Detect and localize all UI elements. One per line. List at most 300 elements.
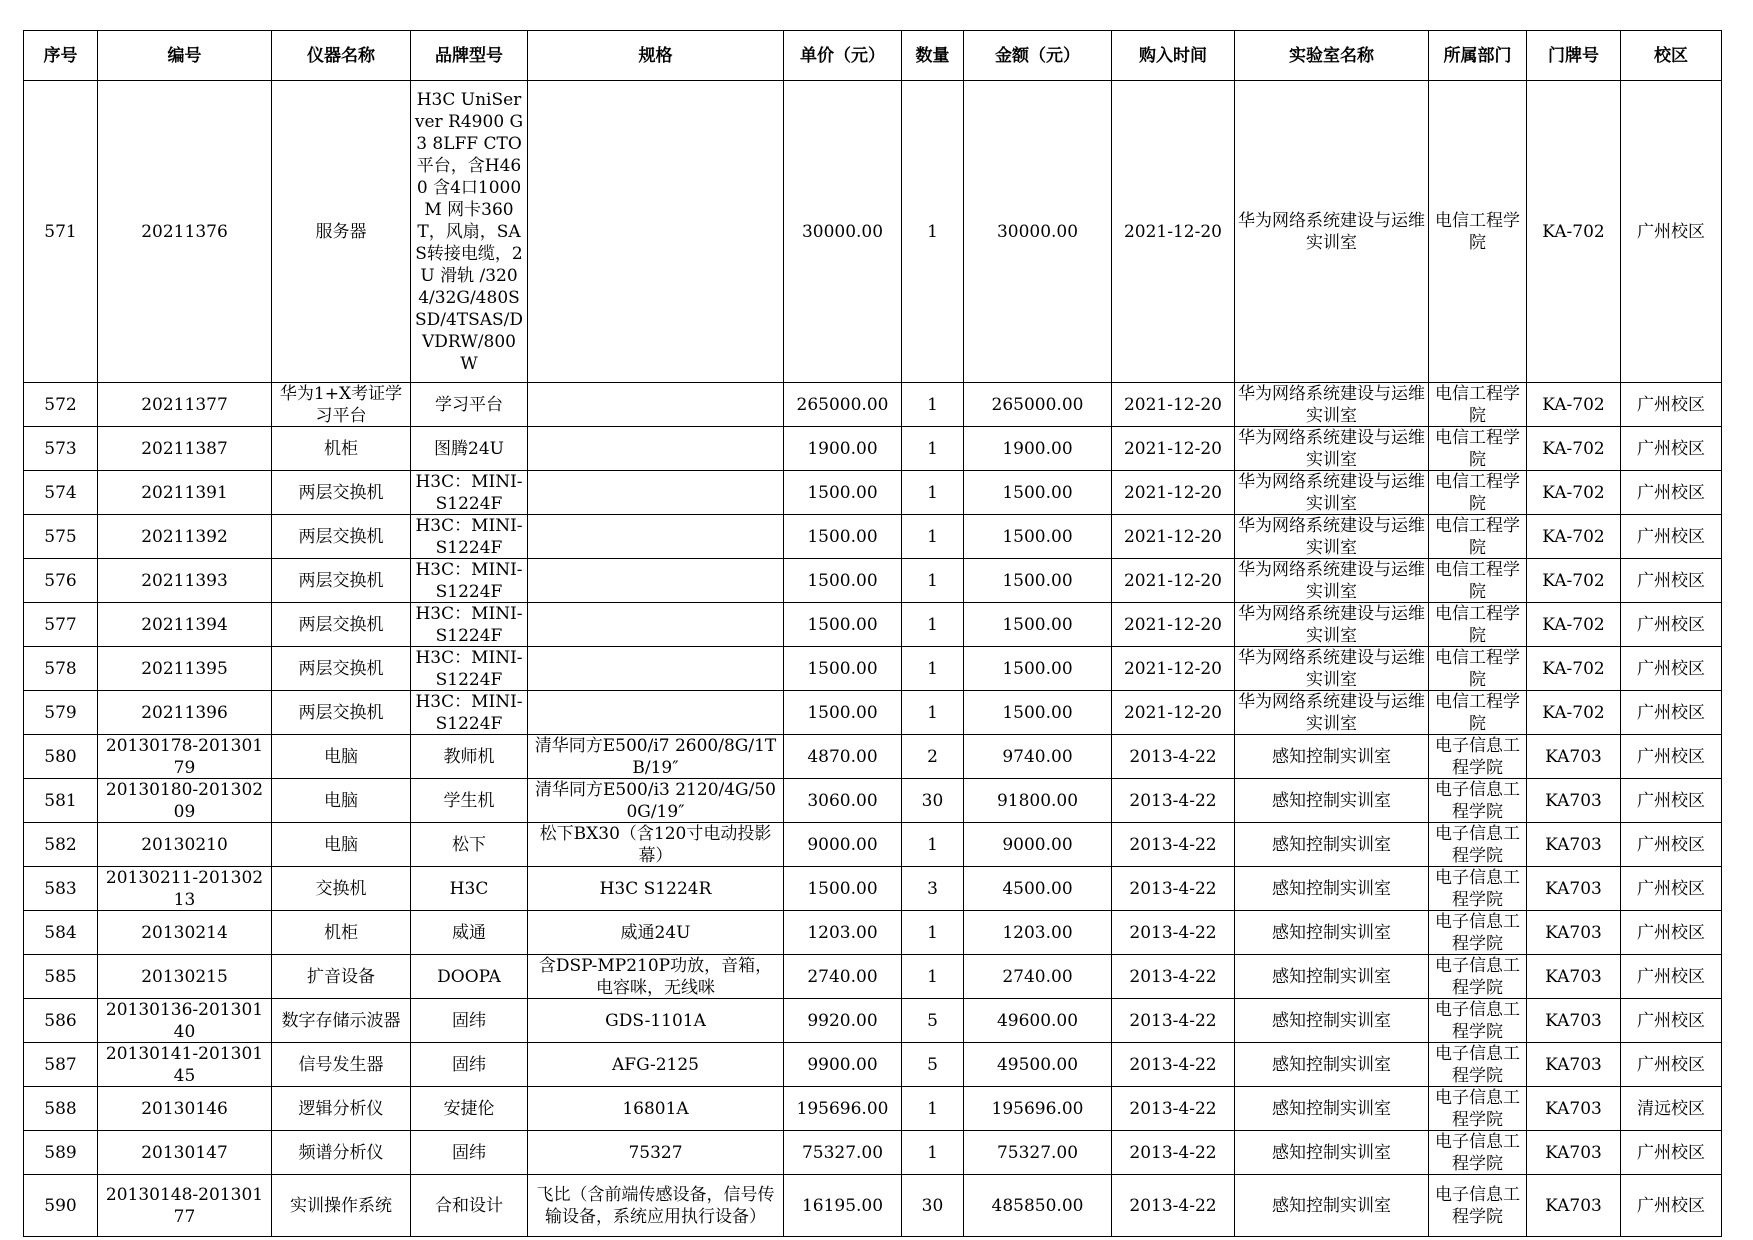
cell-seq bbox=[24, 383, 98, 427]
cell-seq bbox=[24, 867, 98, 911]
cell-spec bbox=[528, 603, 784, 647]
cell-price-text: 30000.00 bbox=[801, 221, 884, 242]
cell-campus-text: 广州校区 bbox=[1637, 221, 1705, 242]
cell-dept-text: 电子信息工程学院 bbox=[1435, 1000, 1520, 1042]
cell-room-text: KA-702 bbox=[1542, 482, 1605, 503]
cell-code bbox=[98, 427, 272, 471]
table-row bbox=[24, 427, 1722, 471]
cell-price-text: 9000.00 bbox=[807, 834, 878, 855]
cell-dept-text: 电子信息工程学院 bbox=[1435, 1044, 1520, 1086]
cell-amount bbox=[964, 81, 1112, 383]
cell-amount bbox=[964, 911, 1112, 955]
cell-date-text: 2021-12-20 bbox=[1123, 482, 1222, 503]
cell-campus-text: 广州校区 bbox=[1637, 1195, 1705, 1216]
cell-campus bbox=[1621, 999, 1722, 1043]
cell-price-text: 9920.00 bbox=[807, 1010, 878, 1031]
cell-amount bbox=[964, 1087, 1112, 1131]
cell-amount-text: 49600.00 bbox=[996, 1010, 1079, 1031]
cell-room bbox=[1527, 691, 1621, 735]
cell-qty-text: 3 bbox=[927, 878, 938, 899]
equipment-table bbox=[23, 30, 1722, 1237]
cell-name-text: 两层交换机 bbox=[298, 570, 384, 591]
cell-lab-text: 感知控制实训室 bbox=[1272, 1195, 1391, 1216]
cell-lab bbox=[1235, 691, 1429, 735]
cell-amount bbox=[964, 691, 1112, 735]
header-room: 门牌号 bbox=[1527, 31, 1621, 81]
cell-price bbox=[784, 1131, 902, 1175]
cell-spec-text: 威通24U bbox=[620, 922, 691, 943]
cell-seq-text: 585 bbox=[44, 966, 77, 987]
cell-spec-text: 清华同方E500/i7 2600/8G/1TB/19″ bbox=[534, 736, 777, 778]
cell-campus bbox=[1621, 471, 1722, 515]
cell-campus bbox=[1621, 383, 1722, 427]
cell-seq-text: 572 bbox=[44, 394, 77, 415]
cell-price bbox=[784, 471, 902, 515]
cell-amount bbox=[964, 955, 1112, 999]
cell-price-text: 3060.00 bbox=[807, 790, 878, 811]
cell-amount bbox=[964, 559, 1112, 603]
cell-dept-text: 电信工程学院 bbox=[1435, 604, 1520, 646]
cell-code bbox=[98, 955, 272, 999]
header-date: 购入时间 bbox=[1112, 31, 1235, 81]
cell-campus-text: 广州校区 bbox=[1637, 570, 1705, 591]
cell-name bbox=[272, 471, 411, 515]
cell-code-text: 20211392 bbox=[141, 526, 228, 547]
cell-qty bbox=[902, 1043, 964, 1087]
cell-dept bbox=[1429, 691, 1527, 735]
cell-campus-text: 广州校区 bbox=[1637, 922, 1705, 943]
cell-code bbox=[98, 1175, 272, 1237]
cell-dept-text: 电信工程学院 bbox=[1435, 210, 1520, 253]
cell-campus bbox=[1621, 1087, 1722, 1131]
table-row bbox=[24, 691, 1722, 735]
cell-qty-text: 1 bbox=[927, 1142, 938, 1163]
cell-price bbox=[784, 427, 902, 471]
cell-date-text: 2013-4-22 bbox=[1129, 878, 1217, 899]
cell-amount-text: 9740.00 bbox=[1002, 746, 1073, 767]
cell-date-text: 2021-12-20 bbox=[1123, 702, 1222, 723]
cell-qty bbox=[902, 955, 964, 999]
cell-dept-text: 电信工程学院 bbox=[1435, 560, 1520, 602]
cell-seq-text: 577 bbox=[44, 614, 77, 635]
cell-room-text: KA703 bbox=[1545, 922, 1602, 943]
cell-dept-text: 电子信息工程学院 bbox=[1435, 912, 1520, 954]
cell-price bbox=[784, 515, 902, 559]
cell-lab-text: 华为网络系统建设与运维实训室 bbox=[1238, 472, 1425, 514]
cell-seq bbox=[24, 1131, 98, 1175]
cell-campus bbox=[1621, 1043, 1722, 1087]
cell-room bbox=[1527, 955, 1621, 999]
cell-dept bbox=[1429, 911, 1527, 955]
cell-amount-text: 1900.00 bbox=[1002, 438, 1073, 459]
cell-spec-text: 飞比（含前端传感设备，信号传输设备，系统应用执行设备） bbox=[536, 1184, 775, 1227]
cell-amount bbox=[964, 1131, 1112, 1175]
cell-date bbox=[1112, 1043, 1235, 1087]
cell-lab bbox=[1235, 1087, 1429, 1131]
cell-code bbox=[98, 1131, 272, 1175]
cell-name-text: 实训操作系统 bbox=[290, 1195, 392, 1216]
cell-amount bbox=[964, 515, 1112, 559]
cell-seq-text: 582 bbox=[44, 834, 77, 855]
cell-lab-text: 华为网络系统建设与运维实训室 bbox=[1238, 604, 1425, 646]
cell-brand-text: 固纬 bbox=[452, 1142, 486, 1163]
cell-qty bbox=[902, 1087, 964, 1131]
cell-seq-text: 590 bbox=[44, 1195, 77, 1216]
cell-amount bbox=[964, 867, 1112, 911]
cell-dept-text: 电子信息工程学院 bbox=[1435, 956, 1520, 998]
table-row bbox=[24, 471, 1722, 515]
header-spec: 规格 bbox=[528, 31, 784, 81]
cell-code-text: 20211387 bbox=[141, 438, 228, 459]
cell-spec bbox=[528, 823, 784, 867]
cell-dept-text: 电信工程学院 bbox=[1435, 428, 1520, 470]
cell-qty bbox=[902, 559, 964, 603]
cell-dept bbox=[1429, 471, 1527, 515]
cell-spec bbox=[528, 691, 784, 735]
cell-lab bbox=[1235, 515, 1429, 559]
cell-price-text: 195696.00 bbox=[796, 1098, 889, 1119]
cell-name-text: 两层交换机 bbox=[298, 614, 384, 635]
cell-campus bbox=[1621, 955, 1722, 999]
cell-dept bbox=[1429, 1043, 1527, 1087]
cell-date-text: 2013-4-22 bbox=[1129, 1010, 1217, 1031]
cell-name bbox=[272, 1043, 411, 1087]
cell-lab bbox=[1235, 647, 1429, 691]
cell-spec bbox=[528, 1043, 784, 1087]
cell-seq-text: 589 bbox=[44, 1142, 77, 1163]
cell-price-text: 1500.00 bbox=[807, 570, 878, 591]
cell-date bbox=[1112, 383, 1235, 427]
cell-spec-text: 16801A bbox=[622, 1098, 689, 1119]
cell-code-text: 20211377 bbox=[141, 394, 228, 415]
cell-name-text: 交换机 bbox=[315, 878, 367, 899]
cell-room-text: KA-702 bbox=[1542, 438, 1605, 459]
cell-brand bbox=[411, 383, 528, 427]
cell-amount bbox=[964, 471, 1112, 515]
cell-date-text: 2013-4-22 bbox=[1129, 834, 1217, 855]
cell-spec bbox=[528, 1175, 784, 1237]
cell-amount-text: 1500.00 bbox=[1002, 482, 1073, 503]
cell-room bbox=[1527, 1087, 1621, 1131]
table-body bbox=[24, 81, 1722, 1237]
cell-brand bbox=[411, 515, 528, 559]
cell-price-text: 4870.00 bbox=[807, 746, 878, 767]
cell-dept bbox=[1429, 1131, 1527, 1175]
cell-amount bbox=[964, 427, 1112, 471]
cell-price bbox=[784, 691, 902, 735]
cell-room bbox=[1527, 779, 1621, 823]
cell-price-text: 1500.00 bbox=[807, 702, 878, 723]
cell-brand-text: H3C：MINI-S1224F bbox=[415, 516, 523, 558]
cell-code-text: 20211391 bbox=[141, 482, 228, 503]
cell-seq bbox=[24, 515, 98, 559]
cell-room-text: KA-702 bbox=[1542, 702, 1605, 723]
cell-campus bbox=[1621, 779, 1722, 823]
cell-seq bbox=[24, 691, 98, 735]
cell-dept-text: 电子信息工程学院 bbox=[1435, 1184, 1520, 1227]
cell-name-text: 电脑 bbox=[324, 790, 358, 811]
cell-campus bbox=[1621, 81, 1722, 383]
cell-amount bbox=[964, 735, 1112, 779]
cell-amount-text: 1500.00 bbox=[1002, 702, 1073, 723]
cell-campus-text: 广州校区 bbox=[1637, 834, 1705, 855]
cell-price-text: 1500.00 bbox=[807, 482, 878, 503]
cell-brand-text: H3C bbox=[449, 878, 489, 899]
cell-seq-text: 581 bbox=[44, 790, 77, 811]
cell-qty bbox=[902, 81, 964, 383]
cell-code-text: 20130147 bbox=[141, 1142, 228, 1163]
cell-seq bbox=[24, 1043, 98, 1087]
header-price: 单价（元） bbox=[784, 31, 902, 81]
cell-brand-text: H3C UniServer R4900 G3 8LFF CTO 平台，含H460 含4口1000M 网卡360T，风扇，SAS转接电缆，2U 滑轨 /3204/32G/480SSD/4TSAS/DVDRW/800W bbox=[414, 89, 524, 374]
cell-lab bbox=[1235, 383, 1429, 427]
cell-lab bbox=[1235, 471, 1429, 515]
cell-price-text: 1203.00 bbox=[807, 922, 878, 943]
cell-room bbox=[1527, 911, 1621, 955]
cell-code bbox=[98, 1043, 272, 1087]
cell-date bbox=[1112, 515, 1235, 559]
cell-price-text: 2740.00 bbox=[807, 966, 878, 987]
cell-date bbox=[1112, 81, 1235, 383]
cell-code bbox=[98, 647, 272, 691]
cell-campus bbox=[1621, 515, 1722, 559]
cell-amount-text: 1500.00 bbox=[1002, 570, 1073, 591]
cell-qty bbox=[902, 911, 964, 955]
cell-qty-text: 5 bbox=[927, 1010, 938, 1031]
cell-name bbox=[272, 823, 411, 867]
cell-lab-text: 华为网络系统建设与运维实训室 bbox=[1238, 428, 1425, 470]
cell-price bbox=[784, 1087, 902, 1131]
table-row bbox=[24, 779, 1722, 823]
cell-seq bbox=[24, 1087, 98, 1131]
cell-brand-text: 图腾24U bbox=[434, 438, 504, 459]
cell-lab-text: 感知控制实训室 bbox=[1272, 922, 1391, 943]
cell-dept bbox=[1429, 955, 1527, 999]
cell-dept bbox=[1429, 867, 1527, 911]
cell-brand bbox=[411, 999, 528, 1043]
cell-dept bbox=[1429, 823, 1527, 867]
cell-amount-text: 2740.00 bbox=[1002, 966, 1073, 987]
cell-qty-text: 1 bbox=[927, 614, 938, 635]
cell-lab bbox=[1235, 559, 1429, 603]
cell-date bbox=[1112, 1131, 1235, 1175]
cell-qty-text: 1 bbox=[927, 438, 938, 459]
cell-room bbox=[1527, 1043, 1621, 1087]
cell-qty bbox=[902, 823, 964, 867]
header-brand: 品牌型号 bbox=[411, 31, 528, 81]
cell-qty-text: 1 bbox=[927, 702, 938, 723]
cell-spec-text: 含DSP-MP210P功放，音箱，电容咪，无线咪 bbox=[538, 956, 773, 998]
cell-brand-text: 松下 bbox=[452, 834, 486, 855]
cell-room bbox=[1527, 515, 1621, 559]
cell-dept bbox=[1429, 1175, 1527, 1237]
cell-price bbox=[784, 81, 902, 383]
cell-room-text: KA703 bbox=[1545, 1098, 1602, 1119]
cell-room-text: KA703 bbox=[1545, 1195, 1602, 1216]
cell-seq-text: 588 bbox=[44, 1098, 77, 1119]
cell-spec bbox=[528, 559, 784, 603]
cell-seq bbox=[24, 911, 98, 955]
cell-room bbox=[1527, 735, 1621, 779]
cell-brand bbox=[411, 1043, 528, 1087]
cell-date bbox=[1112, 559, 1235, 603]
cell-dept-text: 电信工程学院 bbox=[1435, 472, 1520, 514]
cell-name-text: 华为1+X考证学习平台 bbox=[279, 384, 403, 426]
cell-date-text: 2021-12-20 bbox=[1123, 221, 1222, 242]
cell-amount-text: 485850.00 bbox=[991, 1195, 1084, 1216]
cell-amount bbox=[964, 1175, 1112, 1237]
cell-amount bbox=[964, 999, 1112, 1043]
cell-price bbox=[784, 911, 902, 955]
header-qty: 数量 bbox=[902, 31, 964, 81]
cell-code bbox=[98, 999, 272, 1043]
cell-campus-text: 广州校区 bbox=[1637, 438, 1705, 459]
cell-lab-text: 华为网络系统建设与运维实训室 bbox=[1238, 384, 1425, 426]
cell-room-text: KA-702 bbox=[1542, 570, 1605, 591]
table-row bbox=[24, 735, 1722, 779]
header-seq: 序号 bbox=[24, 31, 98, 81]
cell-lab-text: 感知控制实训室 bbox=[1272, 878, 1391, 899]
cell-campus-text: 广州校区 bbox=[1637, 1010, 1705, 1031]
cell-dept-text: 电子信息工程学院 bbox=[1435, 780, 1520, 822]
cell-price-text: 75327.00 bbox=[801, 1142, 884, 1163]
cell-date-text: 2021-12-20 bbox=[1123, 438, 1222, 459]
cell-code bbox=[98, 735, 272, 779]
cell-amount bbox=[964, 779, 1112, 823]
cell-brand-text: 固纬 bbox=[452, 1010, 486, 1031]
cell-room-text: KA703 bbox=[1545, 1142, 1602, 1163]
cell-date bbox=[1112, 603, 1235, 647]
cell-price bbox=[784, 735, 902, 779]
cell-spec bbox=[528, 955, 784, 999]
cell-qty bbox=[902, 515, 964, 559]
cell-spec-text: AFG-2125 bbox=[612, 1054, 699, 1075]
table-row bbox=[24, 383, 1722, 427]
header-lab: 实验室名称 bbox=[1235, 31, 1429, 81]
cell-qty-text: 1 bbox=[927, 570, 938, 591]
cell-room-text: KA-702 bbox=[1542, 394, 1605, 415]
cell-price-text: 9900.00 bbox=[807, 1054, 878, 1075]
cell-room-text: KA703 bbox=[1545, 1010, 1602, 1031]
cell-seq bbox=[24, 81, 98, 383]
cell-seq bbox=[24, 735, 98, 779]
header-campus: 校区 bbox=[1621, 31, 1722, 81]
cell-date-text: 2013-4-22 bbox=[1129, 966, 1217, 987]
cell-name bbox=[272, 735, 411, 779]
header-amount: 金额（元） bbox=[964, 31, 1112, 81]
cell-dept bbox=[1429, 999, 1527, 1043]
cell-dept-text: 电信工程学院 bbox=[1435, 516, 1520, 558]
cell-lab bbox=[1235, 1043, 1429, 1087]
table-row bbox=[24, 81, 1722, 383]
cell-dept bbox=[1429, 1087, 1527, 1131]
cell-seq-text: 586 bbox=[44, 1010, 77, 1031]
cell-seq bbox=[24, 471, 98, 515]
cell-date-text: 2013-4-22 bbox=[1129, 1195, 1217, 1216]
cell-lab-text: 感知控制实训室 bbox=[1272, 790, 1391, 811]
cell-date-text: 2021-12-20 bbox=[1123, 570, 1222, 591]
cell-room-text: KA703 bbox=[1545, 1054, 1602, 1075]
cell-spec bbox=[528, 867, 784, 911]
cell-date-text: 2021-12-20 bbox=[1123, 394, 1222, 415]
cell-amount-text: 265000.00 bbox=[991, 394, 1084, 415]
cell-brand bbox=[411, 427, 528, 471]
cell-qty-text: 1 bbox=[927, 922, 938, 943]
cell-name bbox=[272, 867, 411, 911]
cell-lab-text: 感知控制实训室 bbox=[1272, 1054, 1391, 1075]
cell-seq-text: 573 bbox=[44, 438, 77, 459]
cell-campus-text: 广州校区 bbox=[1637, 658, 1705, 679]
cell-amount bbox=[964, 603, 1112, 647]
cell-room bbox=[1527, 867, 1621, 911]
cell-campus bbox=[1621, 1131, 1722, 1175]
cell-spec bbox=[528, 383, 784, 427]
cell-name-text: 信号发生器 bbox=[298, 1054, 384, 1075]
cell-name-text: 服务器 bbox=[315, 221, 367, 242]
cell-code-text: 20130211-20130213 bbox=[105, 868, 264, 910]
cell-qty bbox=[902, 691, 964, 735]
cell-qty bbox=[902, 867, 964, 911]
cell-name-text: 机柜 bbox=[324, 438, 358, 459]
cell-spec bbox=[528, 81, 784, 383]
table-row bbox=[24, 823, 1722, 867]
cell-campus-text: 广州校区 bbox=[1637, 966, 1705, 987]
cell-dept bbox=[1429, 427, 1527, 471]
cell-seq-text: 587 bbox=[44, 1054, 77, 1075]
cell-qty bbox=[902, 735, 964, 779]
cell-code bbox=[98, 867, 272, 911]
cell-room bbox=[1527, 81, 1621, 383]
cell-seq-text: 571 bbox=[44, 221, 77, 242]
cell-code-text: 20211394 bbox=[141, 614, 228, 635]
cell-qty-text: 1 bbox=[927, 966, 938, 987]
table-row bbox=[24, 955, 1722, 999]
cell-brand-text: 安捷伦 bbox=[443, 1098, 495, 1119]
cell-seq-text: 583 bbox=[44, 878, 77, 899]
cell-brand-text: H3C：MINI-S1224F bbox=[415, 560, 523, 602]
cell-brand-text: 威通 bbox=[452, 922, 486, 943]
cell-name bbox=[272, 779, 411, 823]
cell-name-text: 频谱分析仪 bbox=[298, 1142, 384, 1163]
cell-code bbox=[98, 81, 272, 383]
cell-price-text: 1500.00 bbox=[807, 526, 878, 547]
cell-qty-text: 1 bbox=[927, 221, 938, 242]
cell-qty-text: 30 bbox=[921, 1195, 944, 1216]
cell-dept-text: 电子信息工程学院 bbox=[1435, 868, 1520, 910]
cell-price-text: 265000.00 bbox=[796, 394, 889, 415]
cell-code bbox=[98, 823, 272, 867]
table-row bbox=[24, 559, 1722, 603]
cell-brand bbox=[411, 603, 528, 647]
cell-spec-text: 清华同方E500/i3 2120/4G/500G/19″ bbox=[535, 780, 776, 822]
cell-qty-text: 1 bbox=[927, 394, 938, 415]
cell-brand bbox=[411, 955, 528, 999]
cell-lab bbox=[1235, 603, 1429, 647]
cell-seq-text: 584 bbox=[44, 922, 77, 943]
cell-name-text: 电脑 bbox=[324, 834, 358, 855]
cell-brand-text: 学生机 bbox=[443, 790, 495, 811]
cell-brand bbox=[411, 1175, 528, 1237]
cell-amount-text: 195696.00 bbox=[991, 1098, 1084, 1119]
cell-date bbox=[1112, 999, 1235, 1043]
cell-dept bbox=[1429, 735, 1527, 779]
cell-code-text: 20130210 bbox=[141, 834, 228, 855]
cell-campus bbox=[1621, 1175, 1722, 1237]
cell-code-text: 20130215 bbox=[141, 966, 228, 987]
cell-lab bbox=[1235, 823, 1429, 867]
cell-spec-text: 松下BX30（含120寸电动投影幕） bbox=[539, 824, 772, 866]
cell-price bbox=[784, 955, 902, 999]
